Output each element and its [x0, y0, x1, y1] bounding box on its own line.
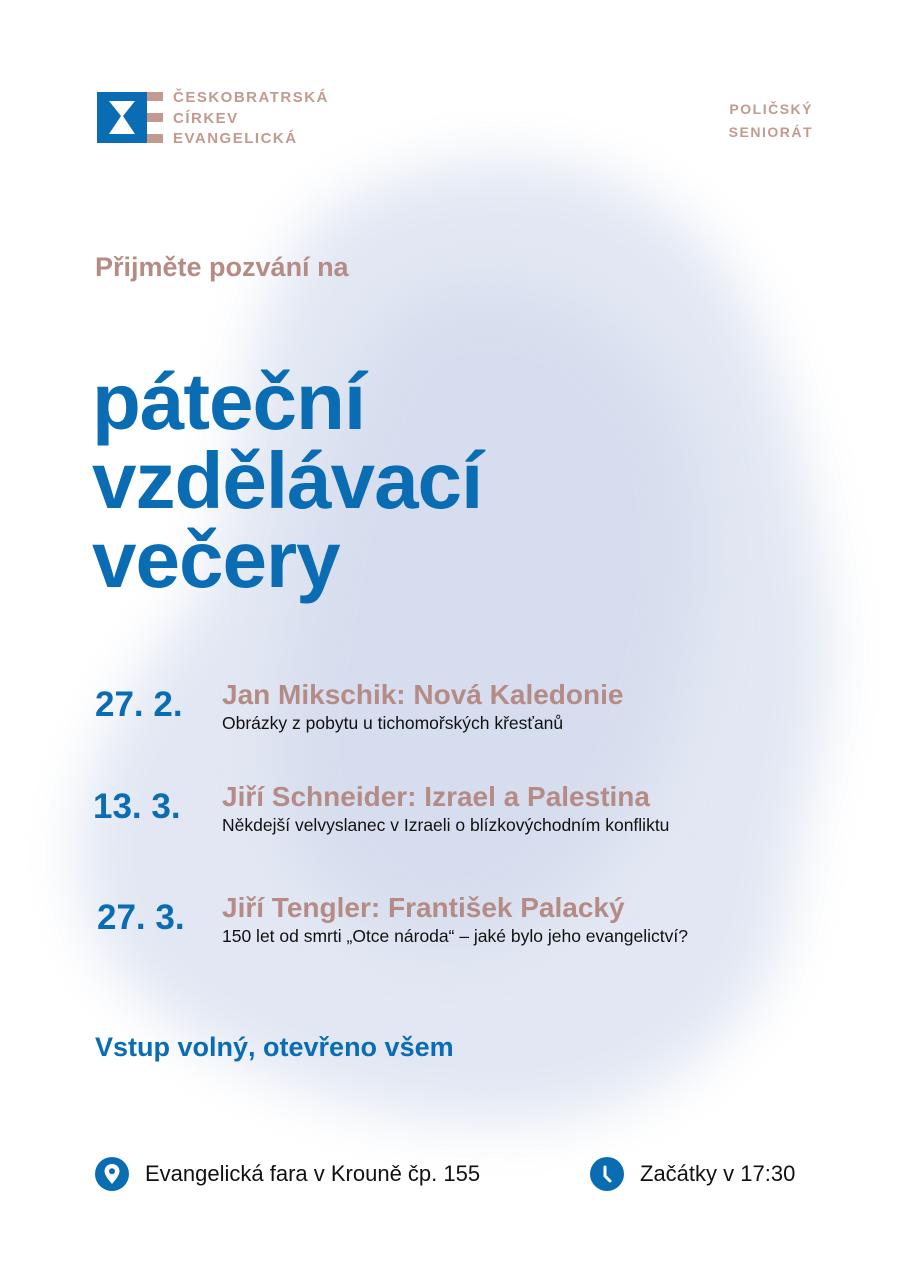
entry-note: Vstup volný, otevřeno všem — [95, 1032, 454, 1062]
map-pin-icon — [95, 1157, 129, 1191]
seniorat-line: POLIČSKÝ — [729, 101, 813, 117]
title-line: vzdělávací — [92, 436, 483, 525]
logo — [97, 92, 163, 143]
event-date: 27. 3. — [97, 898, 185, 937]
event-date: 13. 3. — [93, 787, 181, 826]
footer-location — [95, 1157, 480, 1191]
page-title — [92, 357, 483, 604]
seniorat-line: SENIORÁT — [728, 124, 813, 140]
invite-heading: Přijměte pozvání na — [95, 252, 349, 282]
seniorat-label — [729, 98, 813, 144]
event-title: Jiří Tengler: František Palacký — [222, 892, 625, 923]
event-title: Jiří Schneider: Izrael a Palestina — [222, 781, 650, 812]
location-text: Evangelická fara v Krouně čp. 155 — [145, 1161, 481, 1186]
event-date: 27. 2. — [95, 685, 183, 724]
title-line: páteční — [92, 357, 366, 446]
event-subtitle: Obrázky z pobytu u tichomořských křesťanů — [222, 713, 564, 733]
clock-icon — [590, 1157, 624, 1191]
logo-text — [173, 88, 329, 150]
event-subtitle: 150 let od smrti „Otce národa“ – jaké bylo jeho evangelictví? — [222, 926, 688, 946]
footer-time — [590, 1157, 795, 1191]
time-text: Začátky v 17:30 — [640, 1161, 796, 1186]
logo-line: ČESKOBRATRSKÁ — [173, 89, 329, 106]
event-subtitle: Někdejší velvyslanec v Izraeli o blízkovýchodním konfliktu — [222, 815, 670, 835]
title-line: večery — [92, 515, 340, 604]
logo-line: EVANGELICKÁ — [173, 130, 298, 147]
event-title: Jan Mikschik: Nová Kaledonie — [222, 679, 624, 710]
logo-line: CÍRKEV — [173, 109, 239, 127]
